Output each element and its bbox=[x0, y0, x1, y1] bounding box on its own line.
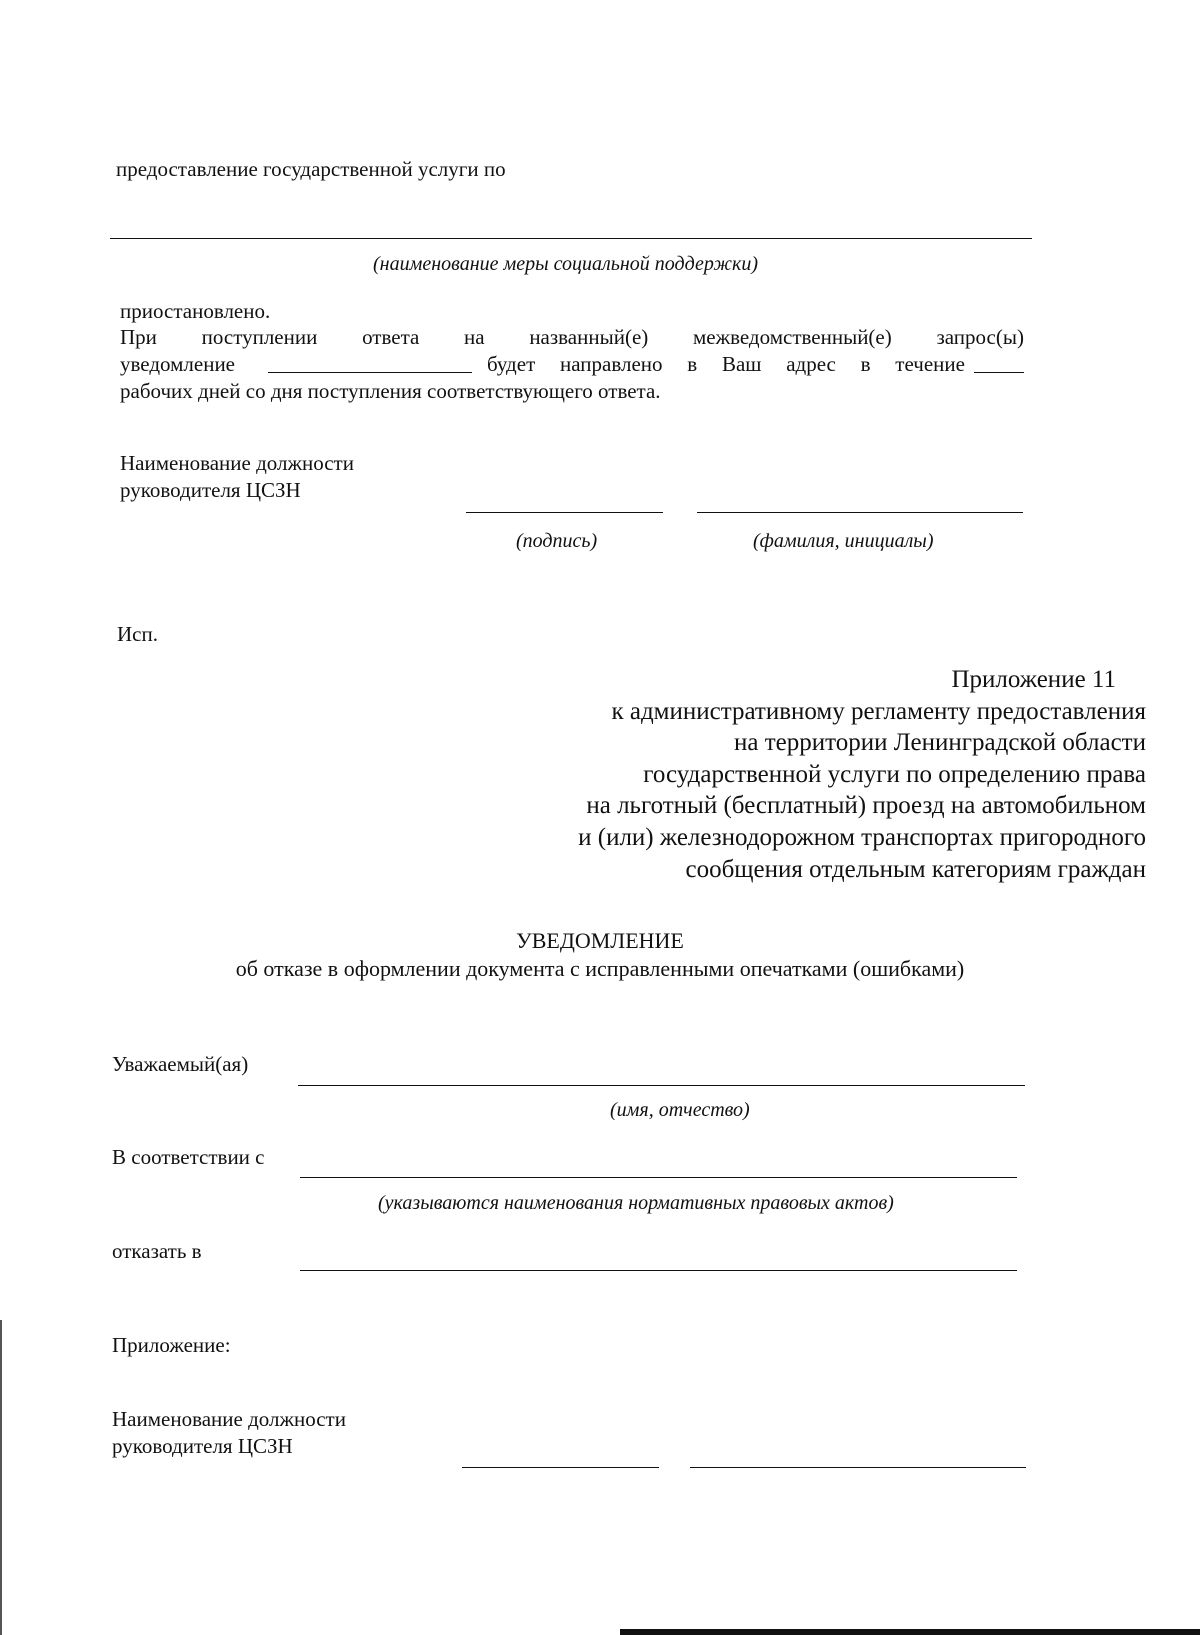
word: запрос(ы) bbox=[936, 325, 1024, 349]
word: поступлении bbox=[201, 325, 318, 349]
appendix-line-6: сообщения отдельным категориям граждан bbox=[685, 856, 1146, 883]
measure-caption: (наименование меры социальной поддержки) bbox=[373, 253, 759, 275]
intro-line: предоставление государственной услуги по bbox=[116, 157, 506, 181]
acts-caption: (указываются наименования нормативных правовых актов) bbox=[378, 1192, 894, 1214]
word: адрес bbox=[786, 352, 836, 376]
position-line-2: руководителя ЦСЗН bbox=[120, 478, 301, 502]
word: в bbox=[860, 352, 871, 376]
notice-subheading: об отказе в оформлении документа с исправленными опечатками (ошибками) bbox=[235, 956, 965, 981]
word: течение bbox=[895, 352, 965, 376]
notice-position-line-2: руководителя ЦСЗН bbox=[112, 1434, 293, 1458]
signature-caption: (подпись) bbox=[516, 530, 598, 552]
position-line-1: Наименование должности bbox=[120, 451, 354, 475]
scan-edge-bottom bbox=[620, 1629, 1200, 1635]
notice-heading: УВЕДОМЛЕНИЕ bbox=[516, 928, 684, 953]
name-patronymic-caption: (имя, отчество) bbox=[610, 1099, 750, 1121]
word: направлено bbox=[560, 352, 663, 376]
suspended-text: приостановлено. bbox=[120, 299, 271, 323]
appendix-line-5: и (или) железнодорожном транспортах пригородного bbox=[578, 824, 1146, 851]
name-caption: (фамилия, инициалы) bbox=[753, 530, 934, 552]
notice-word: уведомление bbox=[120, 352, 236, 376]
scan-edge-left bbox=[0, 1320, 2, 1635]
paragraph-line-4: рабочих дней со дня поступления соответствующего ответа. bbox=[120, 379, 661, 403]
word: ответа bbox=[362, 325, 420, 349]
attachment-label: Приложение: bbox=[112, 1333, 231, 1357]
word: межведомственный(е) bbox=[692, 325, 892, 349]
dear-label: Уважаемый(ая) bbox=[112, 1052, 249, 1076]
accordance-label: В соответствии с bbox=[112, 1145, 265, 1169]
measure-line bbox=[110, 238, 1032, 239]
refuse-line bbox=[300, 1270, 1017, 1271]
paragraph-line-3 bbox=[487, 351, 965, 377]
notice-name-line bbox=[690, 1467, 1026, 1468]
notice-position-line-1: Наименование должности bbox=[112, 1407, 346, 1431]
word: При bbox=[120, 325, 157, 349]
name-line bbox=[697, 512, 1023, 513]
paragraph-line-2 bbox=[120, 324, 1024, 350]
days-blank-line bbox=[974, 372, 1024, 373]
word: на bbox=[464, 325, 485, 349]
word: названный(е) bbox=[529, 325, 649, 349]
executor-label: Исп. bbox=[117, 622, 158, 646]
dear-name-line bbox=[298, 1085, 1025, 1086]
notice-blank-line bbox=[268, 372, 472, 373]
notice-signature-line bbox=[462, 1467, 659, 1468]
appendix-line-3: государственной услуги по определению права bbox=[643, 761, 1146, 788]
appendix-line-2: на территории Ленинградской области bbox=[734, 729, 1146, 756]
word: Ваш bbox=[721, 352, 762, 376]
word: будет bbox=[487, 352, 536, 376]
appendix-line-4: на льготный (бесплатный) проезд на автомобильном bbox=[586, 792, 1146, 819]
appendix-title: Приложение 11 bbox=[951, 666, 1116, 693]
refuse-label: отказать в bbox=[112, 1239, 202, 1263]
acts-line bbox=[300, 1177, 1017, 1178]
signature-line bbox=[466, 512, 663, 513]
appendix-line-1: к административному регламенту предоставления bbox=[611, 698, 1146, 725]
word: в bbox=[687, 352, 698, 376]
